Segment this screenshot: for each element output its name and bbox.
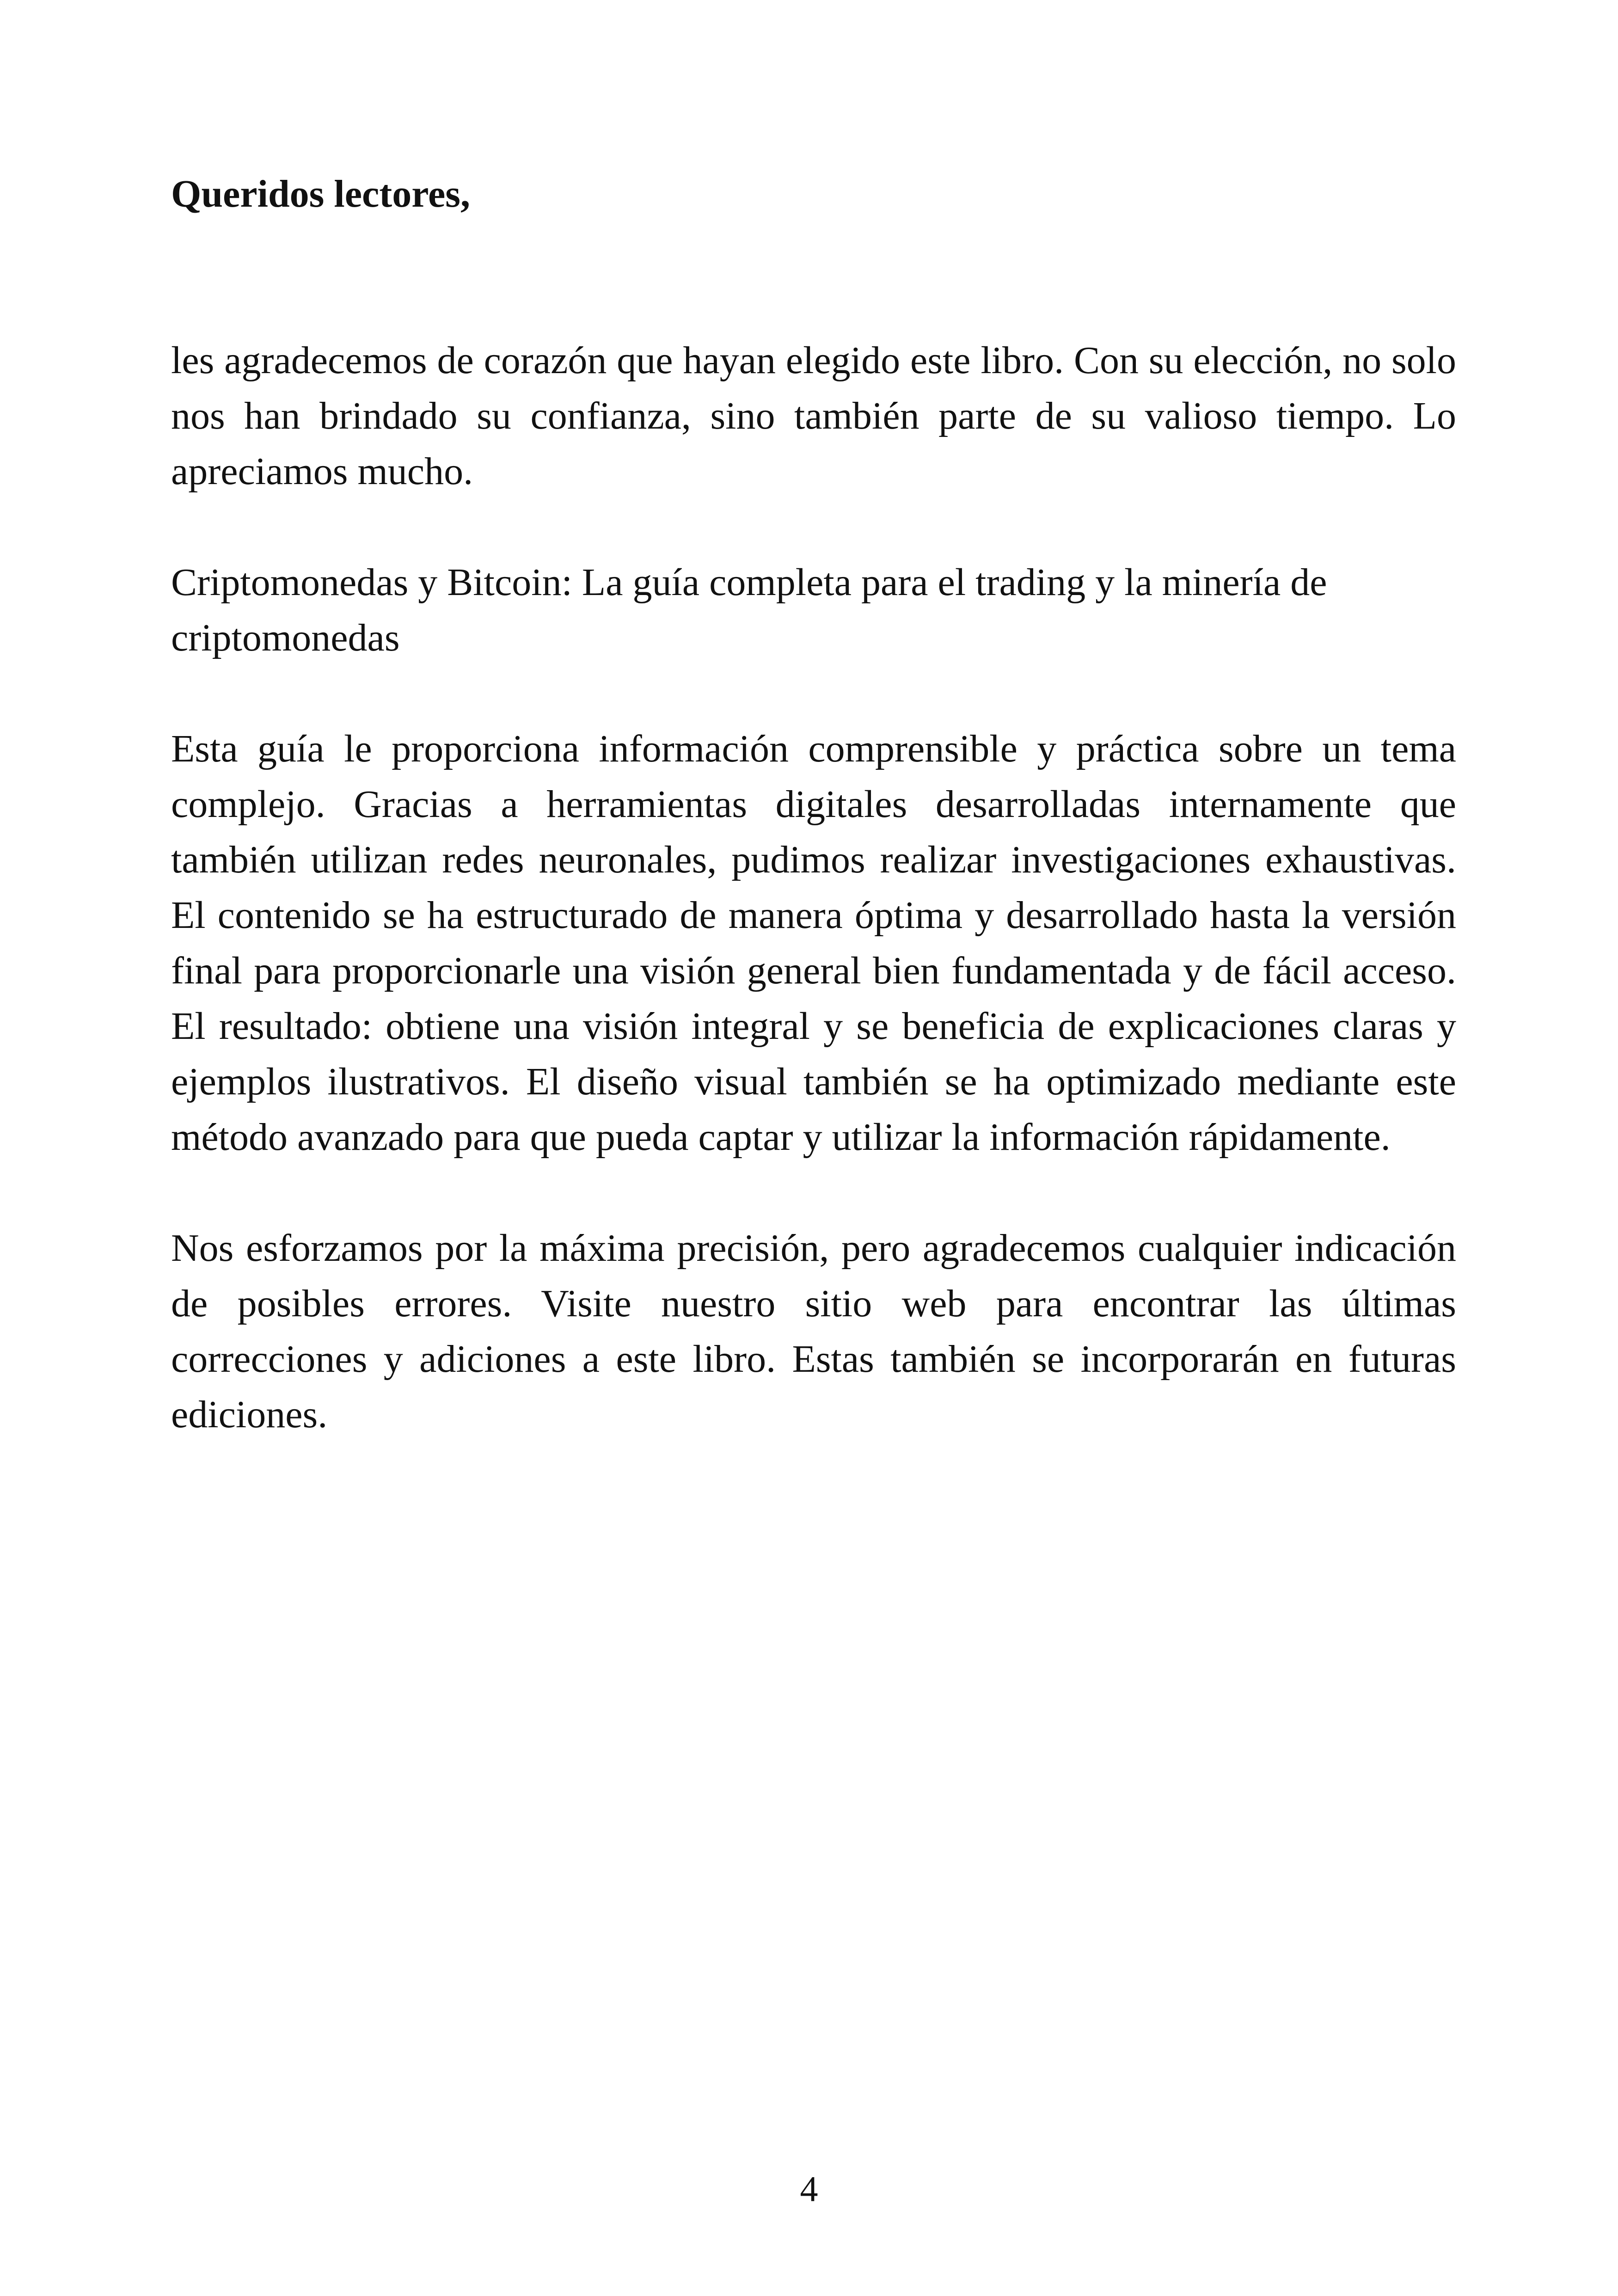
page-content	[171, 171, 1456, 1443]
paragraph-thanks: les agradecemos de corazón que hayan elegido este libro. Con su elección, no solo nos han brindado su confianza, sino también parte de su valioso tiempo. Lo apreciamos mucho.	[171, 339, 1456, 493]
page-number: 4	[800, 2169, 818, 2209]
greeting-heading: Queridos lectores,	[171, 172, 470, 215]
paragraph-guide-description: Esta guía le proporciona información comprensible y práctica sobre un tema complejo. Gracias a herramientas digitales desarrolladas internamente que también utilizan redes neuronales, pudimos realizar investigaciones exhaustivas. El contenido se ha estructurado de manera óptima y desarrollado hasta la versión final para proporcionarle una visión general bien fundamentada y de fácil acceso. El resultado: obtiene una visión integral y se beneficia de explicaciones claras y ejemplos ilustrativos. El diseño visual también se ha optimizado mediante este método avanzado para que pueda captar y utilizar la información rápidamente.	[171, 727, 1456, 1159]
paragraph-errata-note: Nos esforzamos por la máxima precisión, pero agradecemos cualquier indicación de posibles errores. Visite nuestro sitio web para encontrar las últimas correcciones y adiciones a este libro. Estas también se incorporarán en futuras ediciones.	[171, 1227, 1456, 1436]
paragraph-book-title: Criptomonedas y Bitcoin: La guía completa para el trading y la minería de criptomonedas	[171, 561, 1327, 659]
